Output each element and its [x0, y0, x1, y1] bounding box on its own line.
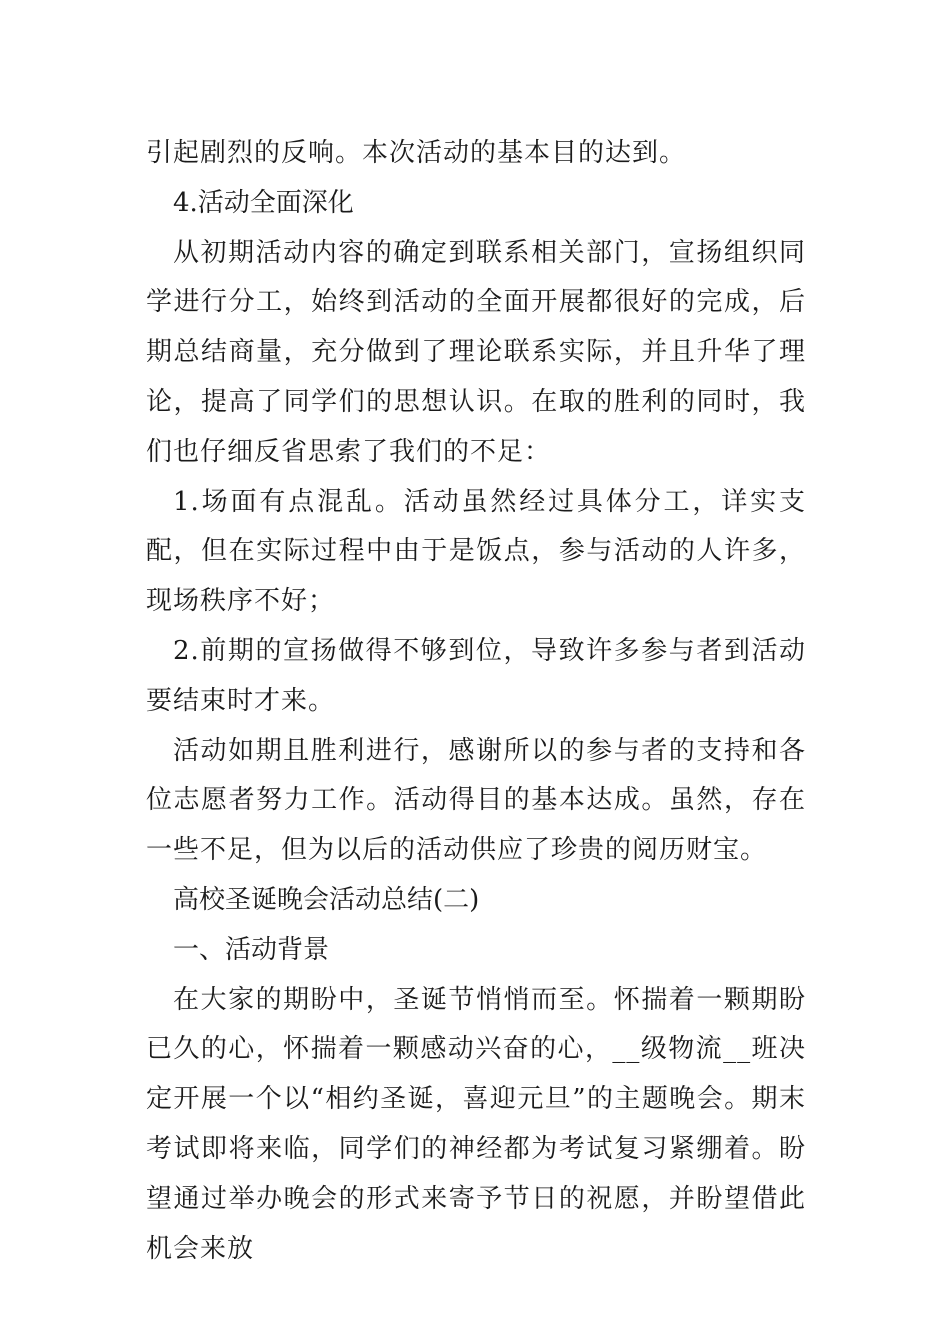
list-item-shortcoming-2: 2.前期的宣扬做得不够到位，导致许多参与者到活动要结束时才来。: [146, 635, 806, 716]
paragraph-process-summary: 从初期活动内容的确定到联系相关部门，宣扬组织同学进行分工，始终到活动的全面开展都很好的完成，后期总结商量，充分做到了理论联系实际，并且升华了理论，提高了同学们的思想认识。在取的胜利的同时，我们也仔细反省思索了我们的不足：: [146, 237, 806, 467]
paragraph-background: 在大家的期盼中，圣诞节悄悄而至。怀揣着一颗期盼已久的心，怀揣着一颗感动兴奋的心，__级物流__班决定开展一个以“相约圣诞，喜迎元旦”的主题晚会。期末考试即将来临，同学们的神经都为考试复习紧绷着。盼望通过举办晚会的形式来寄予节日的祝愿，并盼望借此机会来放: [146, 984, 806, 1264]
paragraph-continuation: 引起剧烈的反响。本次活动的基本目的达到。: [146, 138, 687, 168]
list-item-shortcoming-1: 1.场面有点混乱。活动虽然经过具体分工，详实支配，但在实际过程中由于是饭点，参与活动的人许多，现场秩序不好；: [146, 486, 806, 617]
section-heading-background: 一、活动背景: [173, 934, 330, 965]
paragraph-conclusion: 活动如期且胜利进行，感谢所以的参与者的支持和各位志愿者努力工作。活动得目的基本达成。虽然，存在一些不足，但为以后的活动供应了珍贵的阅历财宝。: [146, 735, 806, 866]
document-body: [146, 129, 806, 1274]
section-heading-activity-deepening: 4.活动全面深化: [173, 187, 354, 218]
article-title-part-two: 高校圣诞晚会活动总结(二): [173, 884, 480, 915]
